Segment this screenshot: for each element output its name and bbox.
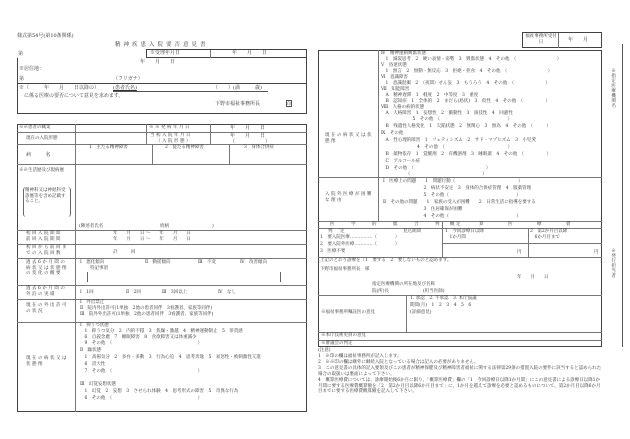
admission-form-label: 現在の入院形態 [26,136,58,141]
first-admission-sub: （入院形態） [156,139,192,144]
state-line[interactable]: B 残遺性人格変化 1 欠陥状態 2 無関心 3 無為 4 その他 （ ） [381,124,552,129]
state-line[interactable]: 1 無言 2 無動・無反応 3 拒絶・拒食 4 その他 （ ） [381,69,553,74]
request-text: に係る医療の要否について意見を求めます。 [24,93,124,99]
since-text[interactable]: ※（ 年 月 日以降の） [19,85,100,91]
col-line [210,124,211,144]
disease-label: 病 名 [26,152,53,158]
onset-date[interactable]: 年 月 日 [230,125,266,131]
state-line[interactable]: C アルコール症 [381,159,421,164]
note-item: 2 ※※印の欄は継外に継続入院となっている場合は記入の必要がありません。 [318,360,479,365]
permit-opt-3[interactable]: Ⅲ 院外外出許可(1単独 2他の患者同伴 3看護者、家族等同伴) [80,312,214,317]
state-line[interactable]: 1 高揚気分 2 多弁・多動 3 行為心迫 4 思考奔逸 5 易怒性・被刺激性亢進 [80,355,261,360]
outing-opt-4[interactable]: Ⅳ なし [218,290,236,295]
first-period-label: 初回入院期間 [26,231,62,236]
council-label: ※審議会の判定 [321,341,353,346]
state-label-right: 現在の病状又は状態像 [325,133,373,144]
change-opt-1[interactable]: Ⅰ 悪化傾向 [80,260,105,265]
col-line [406,295,407,332]
outing-opt-3[interactable]: Ⅲ 3回以上 [162,290,188,295]
state-line: Ⅳ 精神運動興奮状態 [381,51,426,56]
state-line: Ⅱ 躁状態 [80,348,102,353]
difficulty-line[interactable]: 5 その他（ ） [383,193,521,198]
welfare-opinion-line[interactable]: 1. 承認 2. 不承認 3. 本庁協議 [410,296,477,301]
state-line: Ⅰ 抑うつ状態 [80,323,109,328]
prev-period-label: 前回入院期間 [26,237,62,242]
col-line [229,144,230,164]
divider [210,50,211,58]
state-line[interactable]: A 精神遅滞 1 軽度 2 中等度 3 重度 [381,93,479,98]
disease-primary[interactable]: 1 主たる精神障害 [89,145,128,150]
requester-name: 下野市福祉事務所長 [215,101,261,107]
paren-close: ) [212,224,214,229]
disease-secondary[interactable]: 2 従たる精神障害 [165,145,204,150]
form-title: 精神疾患入院要否意見書 [115,42,209,48]
first-admission-date[interactable]: 年 月 日 [230,133,266,139]
side-strip-line [622,44,623,347]
judgment-label: 判 定 [328,229,346,234]
row-line [318,340,602,341]
staff-opinion-label: ※本庁技術吏員の意見 [321,333,366,338]
state-line[interactable]: 1 滅裂思考 2 硬い表情・姿勢 3 興奮状態 4 その他 （ ） [381,57,562,62]
count-field[interactable]: 計 回 [113,250,136,255]
col-line [75,164,76,412]
history-note: 精神科又は神経科受診歴等を含め記載すること。 [25,188,66,205]
director-label: 院(所)長 [372,289,390,294]
addressee: 下野市福祉事務所長 様 [320,267,370,272]
disease-physical[interactable]: 3 身体合併症 [244,145,274,150]
state-line[interactable]: B 薬物依存 1 覚醒剤 2 有機溶剤 3 睡眠薬 4 その他 （ ） [381,152,552,157]
change-opt-4[interactable]: Ⅳ 改善傾向 [240,260,267,265]
received-date-field[interactable]: 年 月 日 [232,50,268,56]
issue-date[interactable]: 年 月 日 [140,59,176,65]
note-item: 1 ※印の欄は福祉事務所が記入します。 [318,354,402,359]
state-line[interactable]: B 認知症 1 全体的 2 まだら(島状) 3 仮性 4 その他 （ ） [381,99,551,104]
office-receipt-label: 福祉事務所受付日 [525,34,557,45]
difficulty-label: 入院外医療が困難な理由 [325,192,373,203]
cost-col1-label: 1 今回診療日以降 1か月間 [445,229,484,240]
state-line[interactable]: 1 意識混濁 2 （夜間）せん妄 3 もうろう 4 その他 （ ） [381,81,550,86]
welfare-opinion-label: ※福祉事務所嘱託医の意見 [321,310,375,315]
difficulty-line[interactable]: 4 その他（ ） [383,214,521,219]
state-line[interactable]: D その他 （ ） [381,166,491,171]
state-label-left: 現在の病状又は状態像 [26,356,68,367]
cost-col1-yen[interactable]: 円 [517,250,522,255]
writer-label: (陳述者氏名 [79,224,104,229]
sign-date[interactable]: 年 月 日 [517,275,549,280]
change-opt-3[interactable]: Ⅲ 不変 [198,260,216,265]
row-line [442,243,602,244]
state-line[interactable]: （ ） [381,172,487,177]
row-line [17,299,307,300]
row-line [318,177,602,178]
change-opt-2[interactable]: Ⅱ 動揺傾向 [145,260,171,265]
change-label: 過去6か月間の病状又は状態像の変化の概要 [26,260,68,277]
ref-mark: 第 [19,76,25,82]
state-line[interactable]: A 人格障害 1 妄想性 2 衝動性 3 演技性 4 回避性 [381,111,513,116]
welfare-opinion-line[interactable]: (詳細意見) [410,310,432,315]
welfare-opinion-line[interactable]: 期間(月) 1 2 3 4 5 6 [410,303,472,308]
permit-opt-2[interactable]: Ⅱ 院内外出許可(1単独 2他の患者同伴 3看護者、家族等同伴) [80,306,213,311]
state-line: Ⅶ 知能障害 [381,87,410,92]
state-line[interactable]: 7 その他 （ ） [80,369,203,374]
judgment-header: 医 学 的 総 合 判 定 [330,222,467,227]
row-line [17,164,307,165]
state-line[interactable]: 6 自殺念慮 7 睡眠障害 8 食欲障害又は体重減少 [80,335,197,340]
first-admission-form-field[interactable]: （ ） [230,139,271,145]
side-label-issuer: ※発行担当者 [610,248,616,278]
prev-period-field[interactable]: 年 月 日 〜 年 月 日 [113,237,191,242]
side-label-institution: ※指定医療機関名 [610,68,616,108]
count-label: 初回から前回までの入院回数 [26,245,68,256]
col-line [146,124,147,144]
cost-header: 概 算 医 療 費 [450,222,581,227]
note-item: 4 概算医療費については、診療開始後6か月に限り、「概算医療費」欄の「1 今回診療日以降1か月間」にこの意見書による診療日以降1か月間に要する医療費概算額を「2 第2か月目以降6か月目まで」に、1か月を越えて診療を必要と認めるものについて、第2か月目以降6か月目までに要する医療費概算額を記入して下さい。 [318,378,601,395]
cost-col2-yen[interactable]: 円 [594,250,599,255]
hospital-label: 指定医療機関の所在地及び名称 [372,282,435,287]
doc-number-mark: 第 [18,51,24,57]
judgment-opt-2[interactable]: 2 要入院外医療…………（ ） [320,242,400,247]
state-line[interactable]: 4 その他 （ ） [381,145,513,150]
state-line: Ⅷ 人格の病的状態 [381,105,425,110]
period-label: 見込期間 [403,229,421,234]
state-line[interactable]: 6 その他 （ ） [80,396,203,401]
special-notes-field[interactable] [87,272,281,282]
state-line[interactable]: 5 その他 （ ） [381,117,513,122]
judgment-opt-1[interactable]: 1 要入院医療……………（ ） [320,235,400,240]
permit-label: 現在の外出許可の状況 [26,303,68,314]
state-line: Ⅲ 幻覚妄想状態 [80,382,116,387]
row-line [17,258,307,259]
first-admission-label: 当初入院年月日 [150,133,192,138]
cost-col2-label: 2 第2か月目以降 6か月目まで [530,229,568,240]
form-number: 様式第54号(第10条関係) [17,33,74,39]
relation-label: 続柄 [160,224,169,229]
confirmation-text[interactable]: 上記のとおり診療を（1 要する 2 要しないものと認めます。 [320,258,452,263]
onset-label: ※※発病年月日 [149,125,191,130]
difficulty-line[interactable]: 3 住居確保が困難 [383,207,463,212]
furigana-label: （フリガナ） [113,76,143,82]
received-label: ※受理年月日 [150,50,181,56]
patient-name-label[interactable]: (患者氏名) [113,85,137,91]
occupation-label: ※※患者の職業 [19,125,51,130]
state-line[interactable]: 1 抑うつ気分 2 内的不穏 3 焦燥・激越 4 精神運動制止 5 罪責感 [80,329,243,334]
age-field[interactable]: （ ）(満 歳) [213,85,262,91]
permit-opt-1[interactable]: Ⅰ 外出禁止 [80,300,105,305]
difficulty-line[interactable]: Ⅰ 医療上の問題 1 問題行動（ ） [383,179,523,184]
state-line[interactable]: 9 その他 （ ） [80,341,203,346]
state-line[interactable]: 6 誇大性 [80,362,106,367]
special-notes-label: 特記事項 [90,266,108,271]
divider [558,33,559,48]
outing-opt-2[interactable]: Ⅱ 2回 [126,290,141,295]
difficulty-line[interactable]: Ⅱ その他の問題 1 家族の受入が困難 2 日常生活に指導を要する [383,200,536,205]
seal-stamp: 印 [287,101,291,106]
state-line[interactable]: A 性心理的障害 1 フェティシズム 2 サド・マゾヒズム 3 小児愛 [381,138,536,143]
state-line[interactable]: 1 幻覚 2 妄想 3 させられ体験 4 思考形式の障害 5 奇異な行為 [80,389,239,394]
history-label: ※※生活歴及び現病歴 [19,168,64,173]
col-line [378,50,379,221]
notes-heading: (注意) [318,348,331,353]
outing-label: 過去6か月間の外泊の実績 [26,286,67,297]
state-line: Ⅵ 意識障害 [381,75,409,80]
outing-opt-1[interactable]: Ⅰ 1回 [80,290,94,295]
note-item: 3 この意見書の具体的記入要領及びこの患者が精神保健及び精神障害者福祉に関する法律第29条の措置入院の要件に該当すると認められた場合の取扱いは裏面によって下さい。 [318,366,602,377]
doctor-label: (担当医師) [423,289,445,294]
difficulty-line[interactable]: 2 病状不安定 3 身体的合併症管理 4 服薬管理 [383,186,532,191]
state-line: Ⅸ その他 [381,131,404,136]
address-label: ※居住地： [19,66,45,72]
state-line: Ⅴ 昏迷状態 [381,63,407,68]
col-line [152,144,153,164]
judgment-opt-3[interactable]: 3 医療不要 [320,249,346,254]
first-period-field[interactable]: 年 月 日 〜 年 月 日 [113,231,191,236]
office-receipt-value[interactable]: 年 月 [568,37,589,43]
row-line [17,322,307,323]
